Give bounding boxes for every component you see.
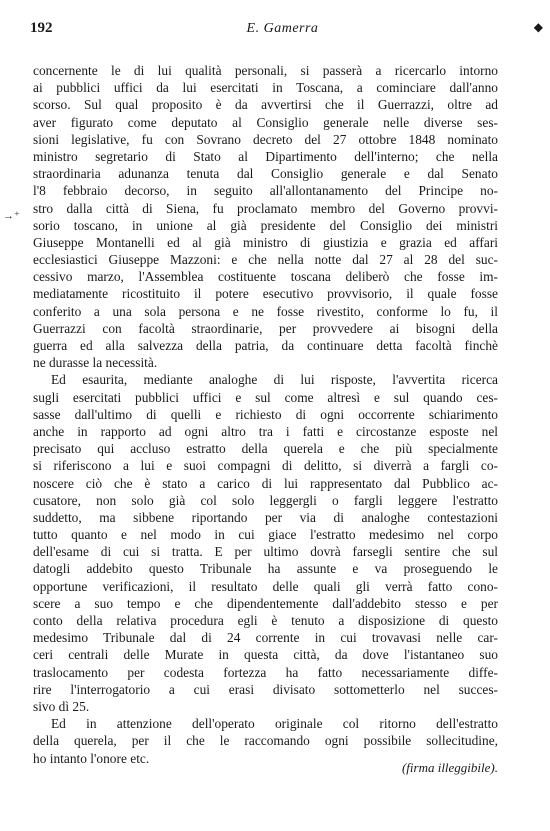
text-line: Ed esaurita, mediante analoghe di lui risposte, l'avvertita ricerca bbox=[51, 372, 498, 388]
text-line: sioni legislative, fu con Sovrano decreto del 27 ottobre 1848 nominato bbox=[33, 131, 498, 147]
text-line: scere a suo tempo e che dipendentemente dall'addebito stesso e per bbox=[33, 595, 498, 611]
running-head: E. Gamerra bbox=[246, 21, 319, 36]
text-line: stro dalla città di Siena, fu proclamato membro del Governo provvi- bbox=[33, 200, 498, 216]
text-line: sorio toscano, in unione al già presidente del Consiglio dei ministri bbox=[33, 217, 498, 233]
text-line: ministro segretario di Stato al Dipartimento dell'interno; che nella bbox=[33, 148, 498, 164]
text-line: Guerrazzi con facoltà straordinarie, per provvedere ai bisogni della bbox=[33, 320, 498, 336]
text-line: dell'esame di cui si tratta. E per ultimo dovrà farsegli sentire che sul bbox=[33, 544, 498, 560]
page-header bbox=[30, 20, 543, 44]
text-line: ai pubblici uffici da lui esercitati in Toscana, a cominciare dall'anno bbox=[33, 80, 498, 96]
text-line: sasse dall'ultimo di quelli e richiesto di ogni occorrente schiarimento bbox=[33, 406, 498, 422]
text-line: sivo dì 25. bbox=[33, 698, 90, 714]
text-line: sugli esercitati pubblici uffici e sul come altresì e sul quando ces- bbox=[33, 389, 498, 405]
text-line: noscere ciò che è stato a carico di lui rappresentato dal Pubblico ac- bbox=[33, 475, 498, 491]
text-line: l'8 febbraio decorso, in seguito all'allontanamento del Principe no- bbox=[33, 183, 498, 199]
text-line: tutto quanto e nel modo in cui giace l'estratto medesimo nel corpo bbox=[33, 527, 498, 543]
text-line: concernente le di lui qualità personali, si passerà a ricercarlo intorno bbox=[33, 63, 498, 78]
page-number: 192 bbox=[30, 20, 53, 36]
text-line: conto della relativa procedura egli è tenuto a disposizione di questo bbox=[33, 613, 498, 628]
text-line: opportune verificazioni, il resultato delle quali gli verrà fatto cono- bbox=[33, 578, 498, 594]
paragraph bbox=[33, 715, 498, 767]
text-line: guerra ed alla salvezza della patria, da continuare detta facoltà finchè bbox=[33, 338, 498, 353]
text-line: ecclesiastici Giuseppe Mazzoni: e che nella notte dal 27 al 28 del suc- bbox=[33, 252, 498, 268]
text-line: cessivo marzo, l'Assemblea costituente toscana deliberò che fosse im- bbox=[33, 269, 498, 285]
text-line: medesimo Tribunale dal di 24 corrente in cui trovavasi nelle car- bbox=[33, 630, 498, 646]
text-line: traslocamento per codesta fortezza ha fatto necessariamente diffe- bbox=[33, 664, 498, 680]
text-line: straordinaria adunanza tenuta dal Consiglio generale e dal Senato bbox=[33, 166, 498, 182]
text-line: suddetto, ma sibbene riportando per via di analoghe contestazioni bbox=[33, 509, 498, 525]
paragraph bbox=[33, 371, 498, 715]
text-line: cusatore, non solo già col solo leggergli o fargli leggere l'estratto bbox=[33, 492, 498, 508]
text-line: rire l'interrogatorio a cui erasi divisato sottometterlo nel succes- bbox=[33, 681, 498, 697]
corner-mark: ◆ bbox=[533, 20, 543, 34]
text-line: si riferiscono a lui e suoi compagni di delitto, si diverrà a fargli co- bbox=[33, 458, 498, 474]
text-line: ceri centrali delle Murate in questa città, da dove l'istantaneo suo bbox=[33, 647, 498, 663]
paragraph bbox=[33, 62, 498, 371]
body-text bbox=[33, 62, 498, 767]
text-line: ne durasse la necessità. bbox=[33, 355, 158, 371]
text-line: anche in rapporto ad ogni altro tra i fatti e circostanze esposte nel bbox=[33, 423, 498, 439]
text-line: conferito a una sola persona e ne fosse rivestito, conforme lo fu, il bbox=[33, 303, 498, 319]
text-line: precisato qui accluso estratto della querela e che più specialmente bbox=[33, 441, 498, 457]
text-line: scorso. Sul qual proposito è da avvertirsi che il Guerrazzi, oltre ad bbox=[33, 97, 498, 113]
margin-mark: →⁺ bbox=[3, 210, 20, 222]
text-line: della querela, per il che le raccomando ogni possibile sollecitudine, bbox=[33, 733, 498, 749]
text-line: Giuseppe Montanelli ed al già ministro di giustizia e grazia ed affari bbox=[33, 234, 498, 250]
text-line: Ed in attenzione dell'operato originale col ritorno dell'estratto bbox=[51, 716, 498, 732]
text-line: mediatamente ricostituito il potere esecutivo provvisorio, il quale fosse bbox=[33, 286, 498, 302]
text-line: aver figurato come deputato al Consiglio generale nelle diverse ses- bbox=[33, 114, 498, 130]
text-line: ho intanto l'onore etc. bbox=[33, 750, 150, 766]
signature: (firma illeggibile). bbox=[401, 760, 498, 775]
text-line: datogli addebito questo Tribunale ha assunte e va proseguendo le bbox=[33, 561, 498, 577]
